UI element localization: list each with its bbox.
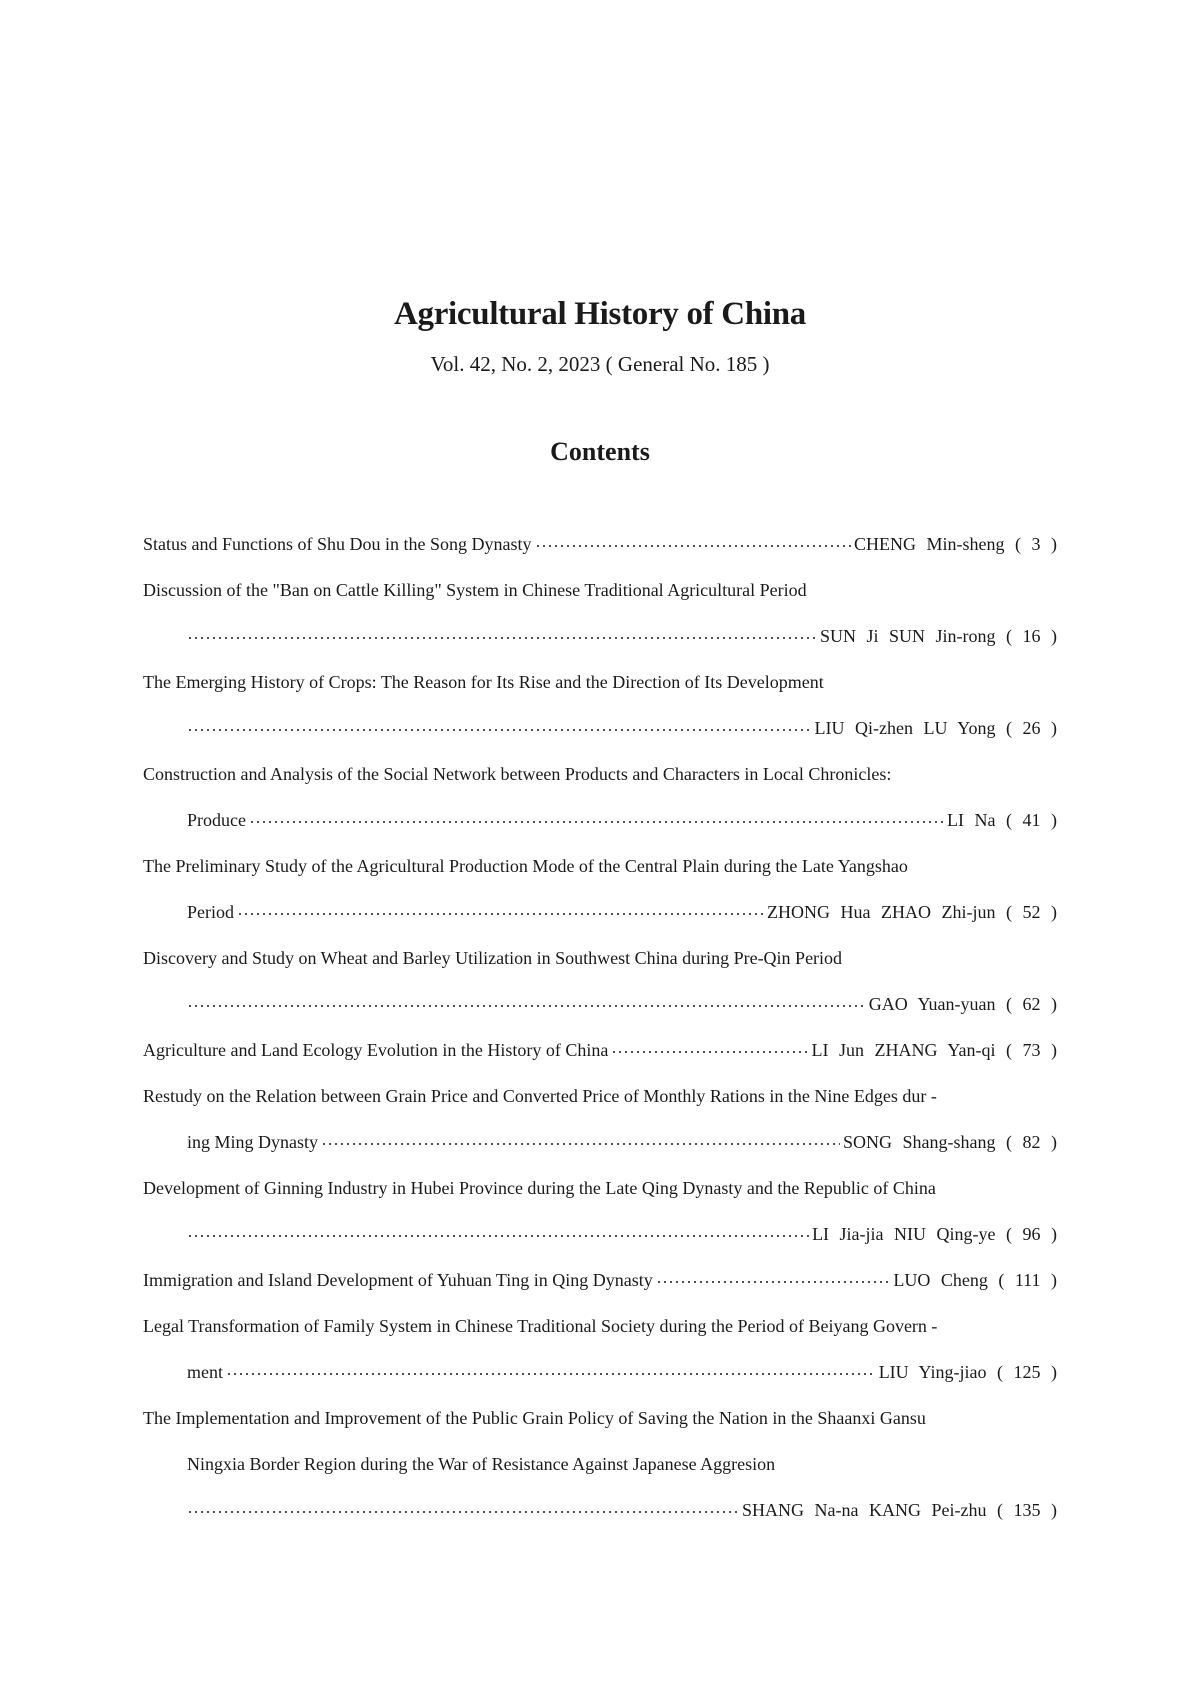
article-title: ment — [187, 1361, 223, 1382]
article-title: The Emerging History of Crops: The Reason for Its Rise and the Direction of Its Development — [143, 671, 824, 692]
dot-leader — [187, 1005, 866, 1007]
toc-entry — [143, 935, 1057, 1027]
toc-line — [143, 935, 1057, 981]
article-title: Restudy on the Relation between Grain Price and Converted Price of Monthly Rations in the Nine Edges dur - — [143, 1085, 937, 1106]
toc-line — [143, 1257, 1057, 1303]
contents-heading: Contents — [550, 437, 650, 466]
toc-line — [143, 1119, 1057, 1165]
table-of-contents — [143, 521, 1057, 1533]
article-title: Discussion of the "Ban on Cattle Killing" System in Chinese Traditional Agricultural Period — [143, 579, 807, 600]
toc-line — [143, 521, 1057, 567]
article-authors-page: LI Jia-jia NIU Qing-ye ( 96 ) — [812, 1223, 1057, 1244]
article-title: Legal Transformation of Family System in Chinese Traditional Society during the Period of Beiyang Govern - — [143, 1315, 938, 1336]
article-authors-page: LIU Ying-jiao ( 125 ) — [878, 1361, 1057, 1382]
toc-entry — [143, 1395, 1057, 1533]
article-title: The Preliminary Study of the Agricultural Production Mode of the Central Plain during the Late Yangshao — [143, 855, 908, 876]
dot-leader — [656, 1281, 891, 1283]
issue-info: Vol. 42, No. 2, 2023 ( General No. 185 ) — [430, 352, 770, 376]
article-title: Discovery and Study on Wheat and Barley Utilization in Southwest China during Pre-Qin Period — [143, 947, 843, 968]
toc-line — [143, 1027, 1057, 1073]
toc-line — [143, 1441, 1057, 1487]
article-authors-page: GAO Yuan-yuan ( 62 ) — [868, 993, 1057, 1014]
article-authors-page: LUO Cheng ( 111 ) — [893, 1269, 1057, 1290]
toc-line — [143, 1395, 1057, 1441]
dot-leader — [187, 729, 812, 731]
dot-leader — [187, 1511, 739, 1513]
toc-entry — [143, 1303, 1057, 1395]
toc-line — [143, 1211, 1057, 1257]
toc-line — [143, 797, 1057, 843]
toc-entry — [143, 521, 1057, 567]
article-authors-page: SUN Ji SUN Jin-rong ( 16 ) — [819, 625, 1057, 646]
toc-entry — [143, 1257, 1057, 1303]
toc-entry — [143, 659, 1057, 751]
article-authors-page: LIU Qi-zhen LU Yong ( 26 ) — [814, 717, 1057, 738]
toc-entry — [143, 1027, 1057, 1073]
article-title: Ningxia Border Region during the War of Resistance Against Japanese Aggresion — [187, 1453, 776, 1474]
toc-line — [143, 981, 1057, 1027]
toc-line — [143, 659, 1057, 705]
dot-leader — [237, 913, 764, 915]
toc-entry — [143, 1165, 1057, 1257]
article-authors-page: LI Na ( 41 ) — [947, 809, 1057, 830]
toc-line — [143, 1349, 1057, 1395]
article-authors-page: ZHONG Hua ZHAO Zhi-jun ( 52 ) — [767, 901, 1057, 922]
article-title: Agriculture and Land Ecology Evolution in the History of China — [143, 1039, 609, 1060]
article-title: The Implementation and Improvement of the Public Grain Policy of Saving the Nation in the Shaanxi Gansu — [143, 1407, 926, 1428]
dot-leader — [535, 545, 852, 547]
toc-line — [143, 567, 1057, 613]
toc-line — [143, 705, 1057, 751]
toc-line — [143, 889, 1057, 935]
article-title: Immigration and Island Development of Yuhuan Ting in Qing Dynasty — [143, 1269, 653, 1290]
toc-entry — [143, 843, 1057, 935]
article-authors-page: LI Jun ZHANG Yan-qi ( 73 ) — [811, 1039, 1057, 1060]
article-authors-page: CHENG Min-sheng ( 3 ) — [854, 533, 1057, 554]
article-title: Produce — [187, 809, 246, 830]
toc-line — [143, 843, 1057, 889]
dot-leader — [611, 1051, 808, 1053]
toc-line — [143, 751, 1057, 797]
toc-line — [143, 1487, 1057, 1533]
dot-leader — [187, 637, 817, 639]
article-title: Development of Ginning Industry in Hubei Province during the Late Qing Dynasty and the Republic of China — [143, 1177, 936, 1198]
toc-entry — [143, 751, 1057, 843]
toc-entry — [143, 567, 1057, 659]
article-title: ing Ming Dynasty — [187, 1131, 319, 1152]
toc-entry — [143, 1073, 1057, 1165]
article-authors-page: SHANG Na-na KANG Pei-zhu ( 135 ) — [742, 1499, 1057, 1520]
dot-leader — [321, 1143, 840, 1145]
toc-line — [143, 613, 1057, 659]
dot-leader — [187, 1235, 809, 1237]
dot-leader — [249, 821, 944, 823]
article-title: Status and Functions of Shu Dou in the Song Dynasty — [143, 533, 532, 554]
article-authors-page: SONG Shang-shang ( 82 ) — [843, 1131, 1057, 1152]
dot-leader — [226, 1373, 876, 1375]
journal-title: Agricultural History of China — [393, 296, 807, 332]
toc-line — [143, 1165, 1057, 1211]
article-title: Construction and Analysis of the Social Network between Products and Characters in Local Chronicles: — [143, 763, 892, 784]
toc-line — [143, 1073, 1057, 1119]
article-title: Period — [187, 901, 234, 922]
toc-line — [143, 1303, 1057, 1349]
